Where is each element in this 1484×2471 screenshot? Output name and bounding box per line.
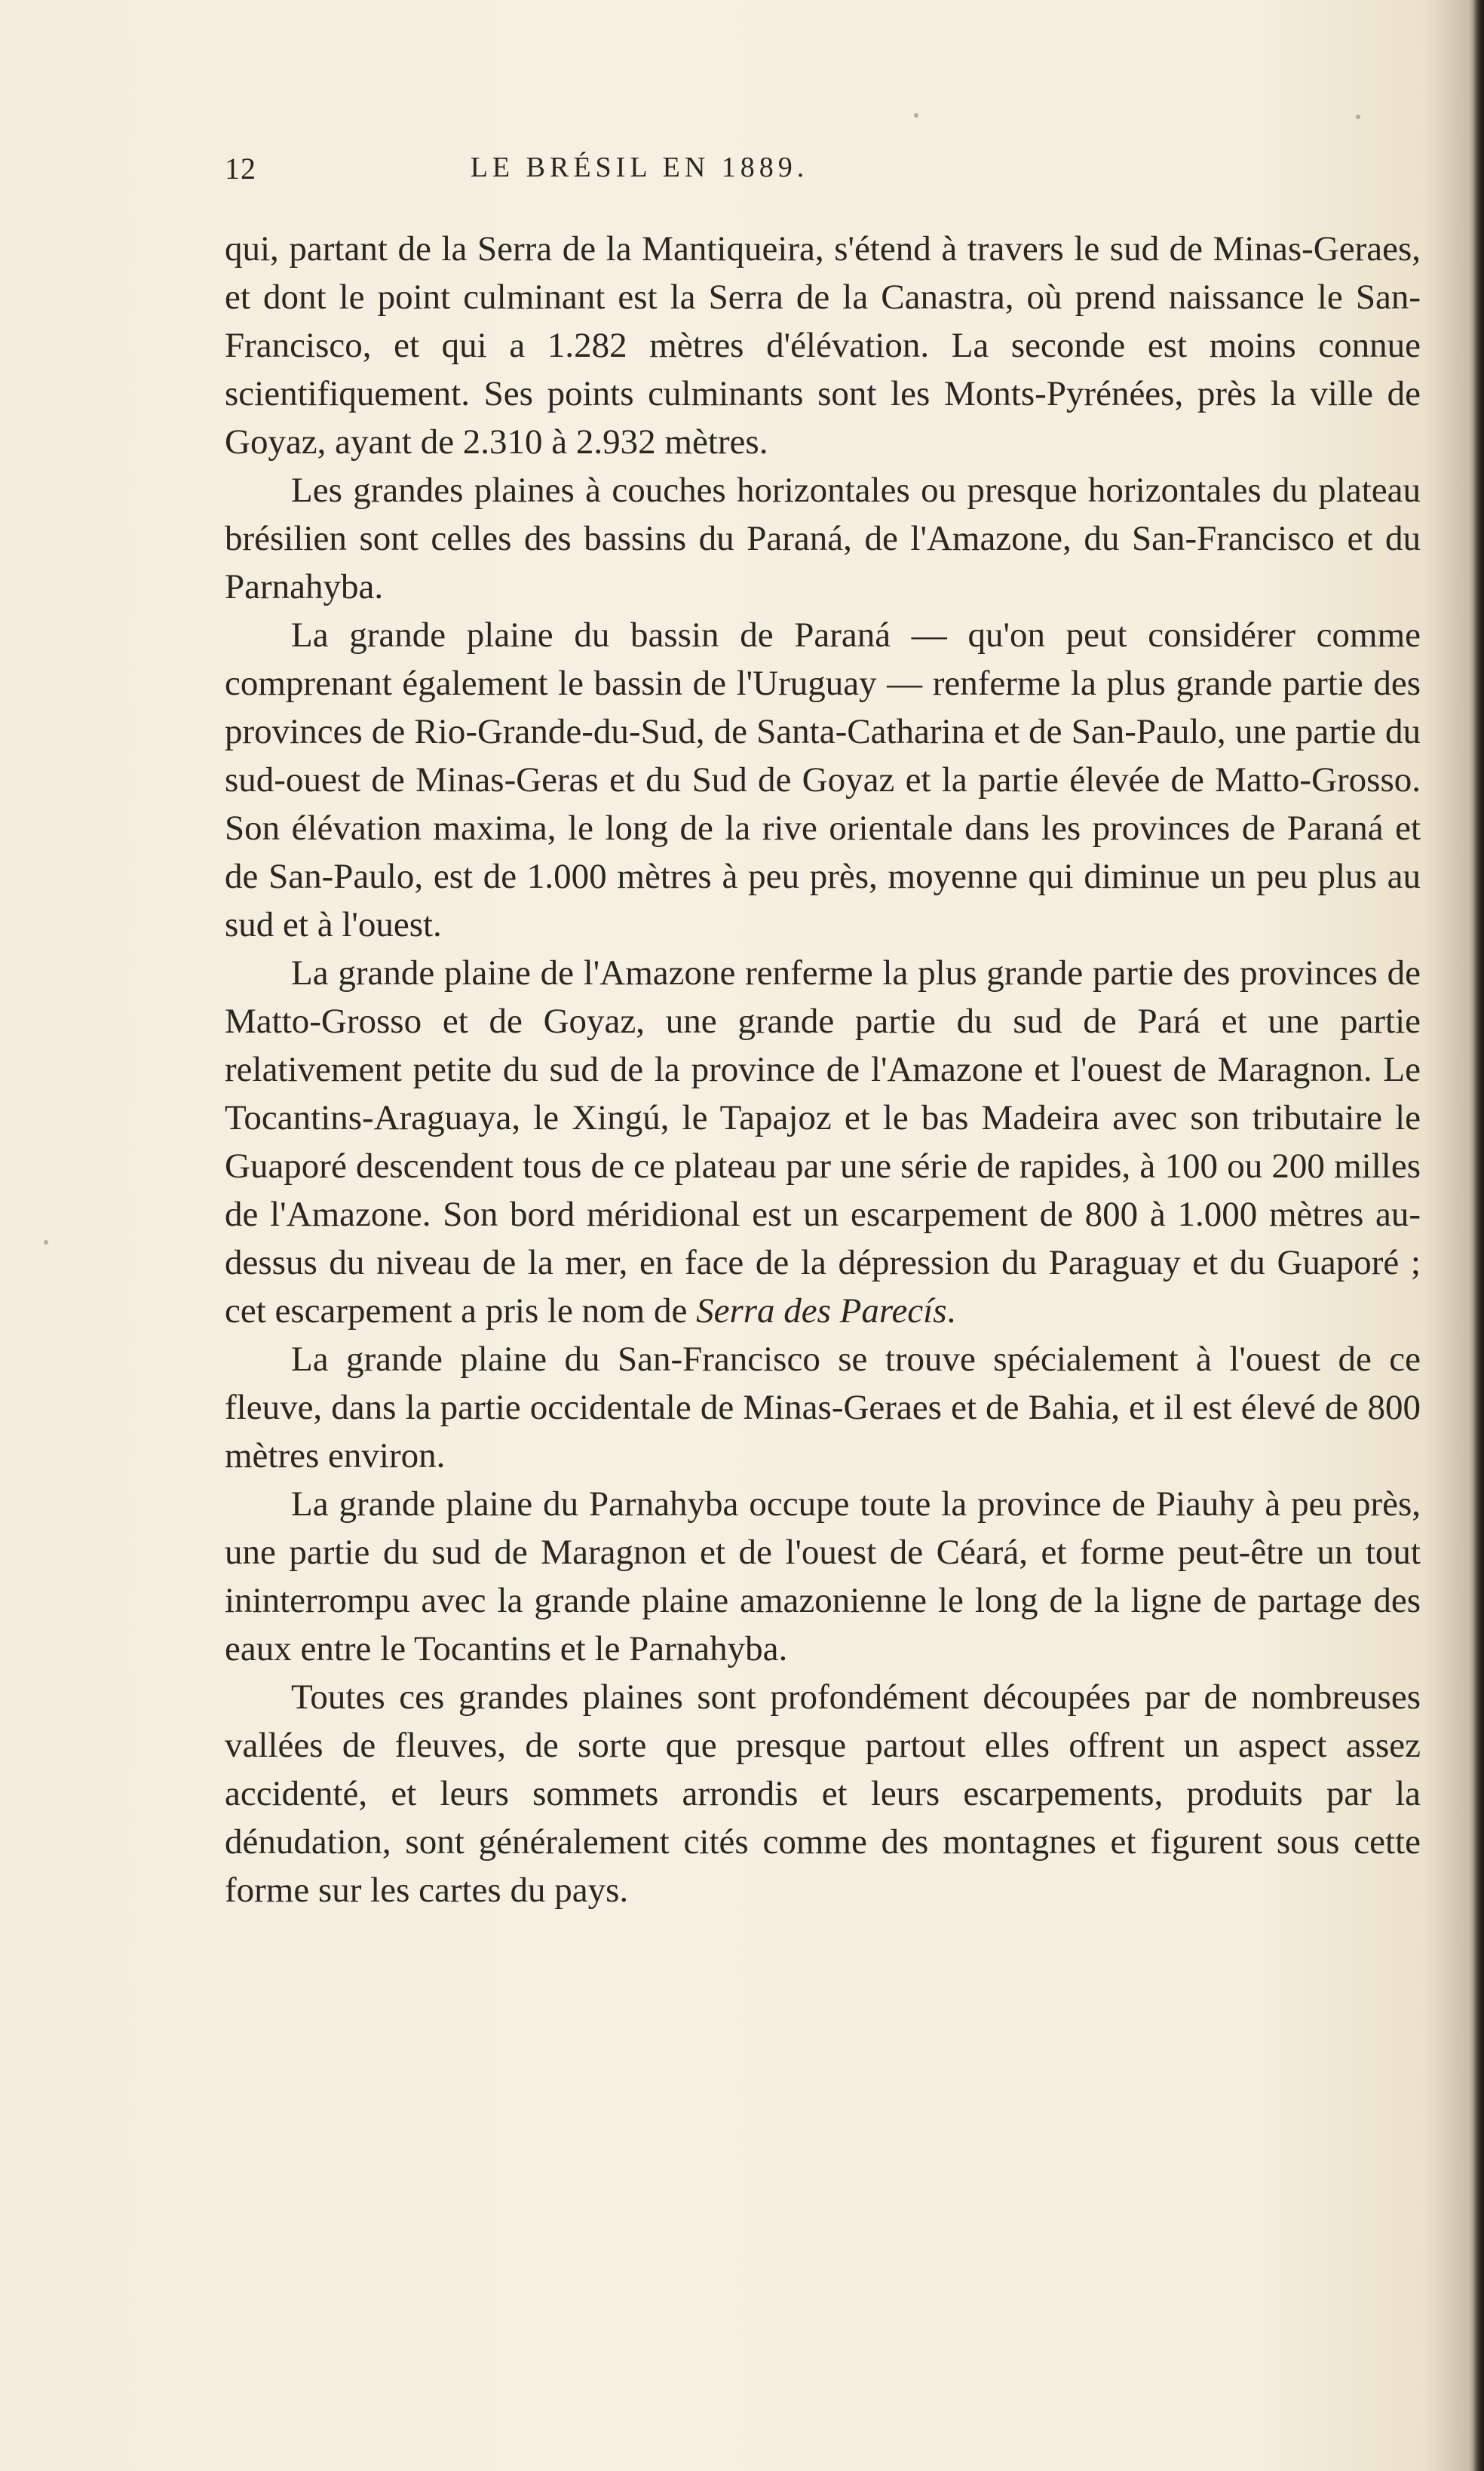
paragraph: La grande plaine du bassin de Paraná — qu'on peut considérer comme comprenant également le bassin de l'Uruguay — renferme la plus grande partie des provinces de Rio-Grande-du-Sud, de Santa-Catharina et de San-Paulo, une partie du sud-ouest de Minas-Geras et du Sud de Goyaz et la partie élevée de Matto-Grosso. Son élévation maxima, le long de la rive orientale dans les provinces de Paraná et de San-Paulo, est de 1.000 mètres à peu près, moyenne qui diminue un peu plus au sud et à l'ouest.: [225, 615, 1421, 944]
paragraph: La grande plaine du Parnahyba occupe toute la province de Piauhy à peu près, une partie du sud de Maragnon et de l'ouest de Céará, et forme peut-être un tout ininterrompu avec la grande plaine amazonienne le long de la ligne de partage des eaux entre le Tocantins et le Parnahyba.: [225, 1484, 1421, 1668]
paper-speck: [914, 113, 918, 118]
paper-speck: [1356, 115, 1360, 119]
paragraph-text: La grande plaine de l'Amazone renferme la plus grande partie des provinces de Matto-Grosso et de Goyaz, une grande partie du sud de Pará et une partie relativement petite du sud de la province de l'Amazone et l'ouest de Maragnon. Le Tocantins-Araguaya, le Xingú, le Tapajoz et le bas Madeira avec son tributaire le Guaporé descendent tous de ce plateau par une série de rapides, à 100 ou 200 milles de l'Amazone. Son bord méridional est un escarpement de 800 à 1.000 mètres au-dessus du niveau de la mer, en face de la dépression du Paraguay et du Guaporé ; cet escarpement a pris le nom de: [225, 953, 1421, 1331]
italic-place-name: Serra des Parecís: [696, 1291, 947, 1331]
page-number: 12: [225, 152, 256, 186]
paragraph: Toutes ces grandes plaines sont profondément découpées par de nombreuses vallées de fleuves, de sorte que presque partout elles offrent un aspect assez accidenté, et leurs sommets arrondis et leurs escarpements, produits par la dénudation, sont généralement cités comme des montagnes et figurent sous cette forme sur les cartes du pays.: [225, 1678, 1421, 1910]
paragraph: qui, partant de la Serra de la Mantiqueira, s'étend à travers le sud de Minas-Geraes, et dont le point culminant est la Serra de la Canastra, où prend naissance le San-Francisco, et qui a 1.282 mètres d'élévation. La seconde est moins connue scientifiquement. Ses points culminants sont les Monts-Pyrénées, près la ville de Goyaz, ayant de 2.310 à 2.932 mètres.: [225, 229, 1421, 462]
paragraph: [225, 949, 1421, 1335]
page-edge-shadow: [1473, 0, 1484, 2471]
paragraph-text-end: .: [946, 1291, 956, 1331]
page-header: [225, 151, 1421, 196]
body-text: [225, 225, 1421, 1914]
paragraph: La grande plaine du San-Francisco se trouve spécialement à l'ouest de ce fleuve, dans la partie occidentale de Minas-Geraes et de Bahia, et il est élevé de 800 mètres environ.: [225, 1340, 1421, 1475]
running-title: LE BRÉSIL EN 1889.: [470, 152, 809, 183]
paragraph: Les grandes plaines à couches horizontales ou presque horizontales du plateau brésilien sont celles des bassins du Paraná, de l'Amazone, du San-Francisco et du Parnahyba.: [225, 471, 1421, 606]
paper-speck: [44, 1240, 48, 1245]
